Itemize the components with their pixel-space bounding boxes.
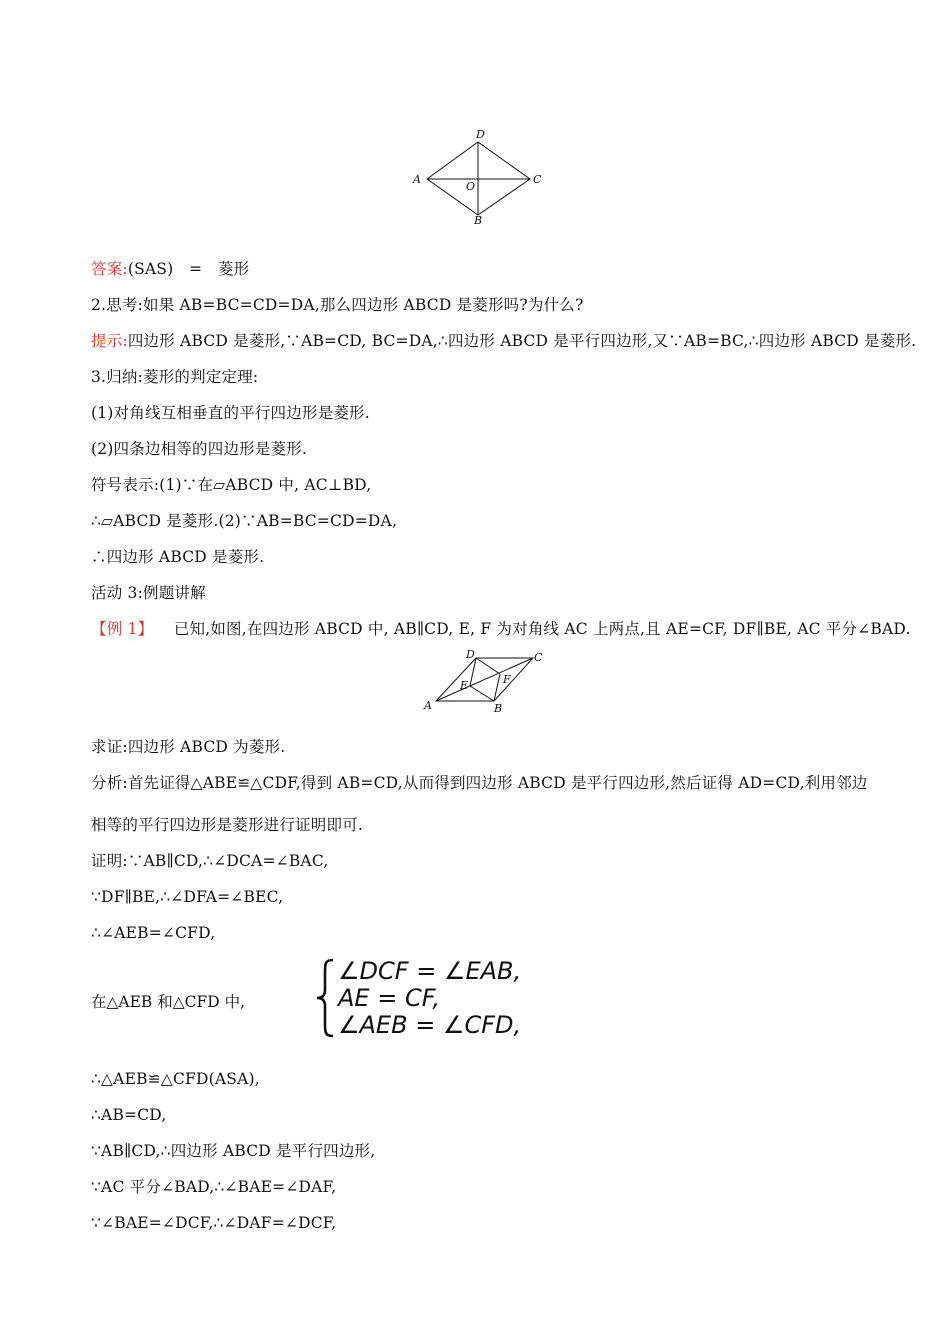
prove-line: 求证:四边形 ABCD 为菱形.: [91, 738, 286, 756]
hint-text: 四边形 ABCD 是菱形,∵AB=CD, BC=DA,∴四边形 ABCD 是平行四边形,又∵AB=BC,∴四边形 ABCD 是菱形.: [127, 332, 917, 350]
left-brace: [313, 958, 337, 1038]
analysis-line-1: 分析:首先证得△ABE≌△CDF,得到 AB=CD,从而得到四边形 ABCD 是平行四边形,然后证得 AD=CD,利用邻边: [91, 774, 868, 792]
activity-title: 活动 3:例题讲解: [91, 584, 206, 602]
system-label: 在△AEB 和△CFD 中,: [91, 993, 246, 1011]
equation-1: ∠DCF = ∠EAB,: [338, 957, 522, 985]
theorem-1: (1)对角线互相垂直的平行四边形是菱形.: [91, 404, 370, 422]
label-e: E: [460, 679, 469, 692]
rhombus-figure: [410, 126, 550, 228]
proof-line-6: ∵AB∥CD,∴四边形 ABCD 是平行四边形,: [91, 1142, 376, 1160]
example-tag: 【例 1】: [91, 620, 154, 638]
proof-line-5: ∴AB=CD,: [91, 1106, 167, 1124]
equation-system: [91, 957, 522, 1039]
theorem-2: (2)四条边相等的四边形是菱形.: [91, 440, 308, 458]
proof-line-1: 证明:∵AB∥CD,∴∠DCA=∠BAC,: [91, 852, 329, 870]
proof-line-4: ∴△AEB≌△CFD(ASA),: [91, 1070, 260, 1088]
symbol-line-3: ∴四边形 ABCD 是菱形.: [91, 548, 265, 566]
example-text: 已知,如图,在四边形 ABCD 中, AB∥CD, E, F 为对角线 AC 上两点,且 AE=CF, DF∥BE, AC 平分∠BAD.: [173, 620, 911, 638]
label-b: B: [474, 214, 483, 227]
label-f: F: [503, 673, 511, 686]
equation-3: ∠AEB = ∠CFD,: [338, 1011, 522, 1039]
label-c: C: [533, 173, 542, 186]
label-o: O: [466, 180, 476, 193]
example-line: [91, 619, 911, 639]
label-a: A: [424, 699, 432, 712]
think-question: 2.思考:如果 AB=BC=CD=DA,那么四边形 ABCD 是菱形吗?为什么?: [91, 296, 584, 314]
parallelogram-figure: [420, 646, 550, 716]
answer-text: (SAS) = 菱形: [127, 260, 250, 278]
label-d: D: [466, 648, 475, 661]
symbol-line-1: 符号表示:(1)∵在▱ABCD 中, AC⊥BD,: [91, 476, 372, 494]
proof-line-2: ∵DF∥BE,∴∠DFA=∠BEC,: [91, 888, 284, 906]
label-c: C: [534, 651, 543, 664]
proof-line-3: ∴∠AEB=∠CFD,: [91, 924, 216, 942]
hint-prefix: 提示:: [91, 332, 128, 350]
label-a: A: [413, 173, 421, 186]
summary-title: 3.归纳:菱形的判定定理:: [91, 368, 259, 386]
analysis-line-2: 相等的平行四边形是菱形进行证明即可.: [91, 816, 364, 834]
segment-df: [476, 658, 500, 674]
segment-be: [470, 686, 494, 701]
proof-line-7: ∵AC 平分∠BAD,∴∠BAE=∠DAF,: [91, 1178, 337, 1196]
label-b: B: [494, 702, 503, 715]
segment-de: [470, 658, 476, 686]
symbol-line-2: ∴▱ABCD 是菱形.(2)∵AB=BC=CD=DA,: [91, 512, 398, 530]
label-d: D: [476, 128, 485, 141]
hint-line: [91, 331, 916, 351]
equations: [338, 958, 521, 1039]
answer-line: [91, 259, 249, 279]
proof-line-8: ∵∠BAE=∠DCF,∴∠DAF=∠DCF,: [91, 1214, 337, 1232]
answer-prefix: 答案:: [91, 260, 128, 278]
equation-2: AE = CF,: [338, 984, 441, 1012]
